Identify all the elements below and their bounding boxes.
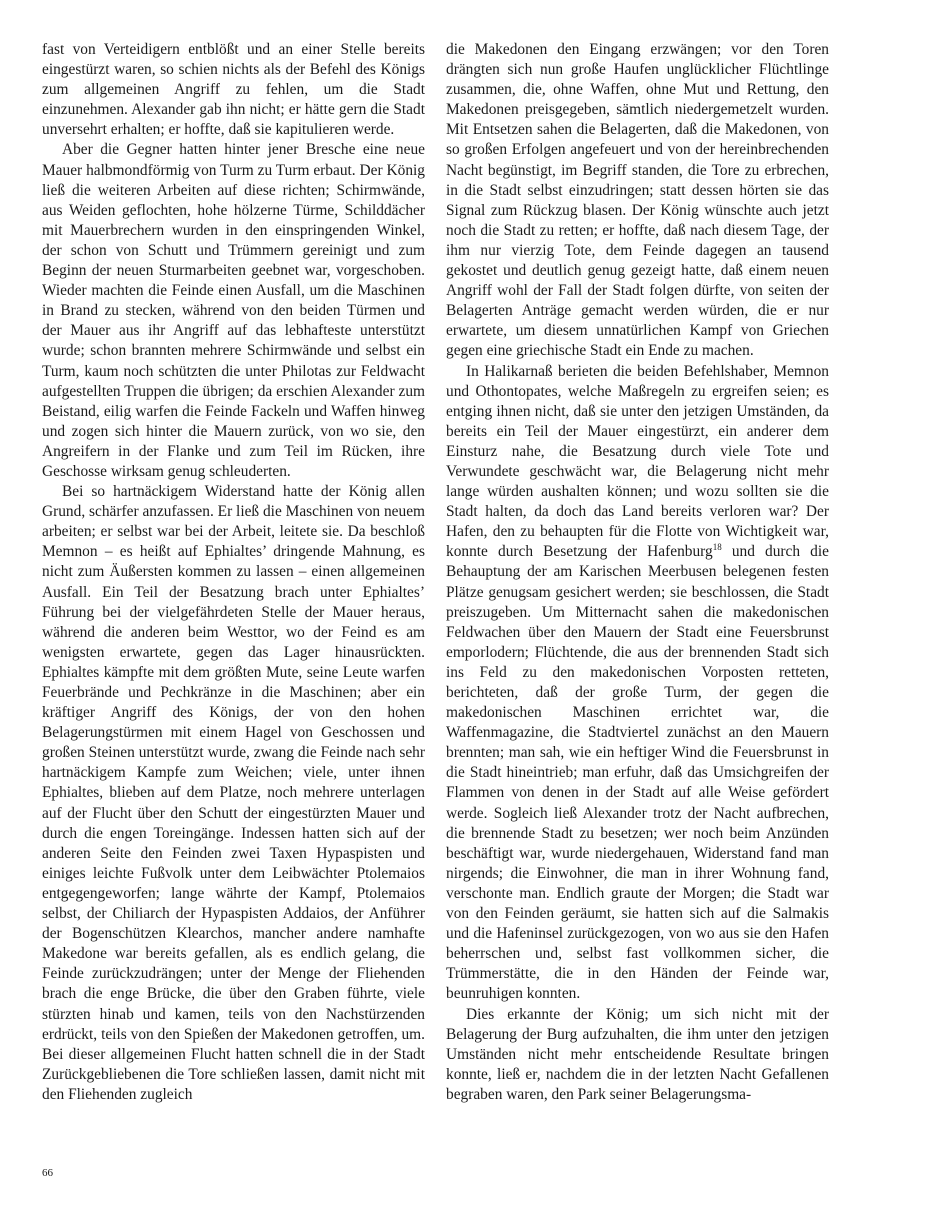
paragraph-continued: fast von Verteidigern entblößt und an einer Stelle bereits eingestürzt waren, so schien nichts als der Befehl des Königs zum allgemeinen Angriff zu fehlen, um die Stadt einzunehmen. Alexander gab ihn nicht; er hätte gern die Stadt unversehrt erhalten; er hoffte, daß sie kapitulieren werde.: [42, 41, 425, 139]
page-number: 66: [42, 1167, 53, 1179]
paragraph-text: In Halikarnaß berieten die beiden Befehlshaber, Memnon und Othontopates, welche Maßregeln zu ergreifen seien; es entging ihnen nicht, daß sie unter den jetzigen Umständen, da bereits ein Teil der Mauer eingestürzt, ein anderer dem Einsturz nahe, die Besatzung durch viele Tote und Verwundete geschwächt war, die Belagerung nicht mehr lange würden aushalten können; und wozu sollten sie die Stadt halten, da doch das Land bereits verloren war? Der Hafen, den zu behaupten für die Flotte von Wichtigkeit war, konnte durch Besetzung der Hafenburg: [446, 362, 829, 561]
paragraph: [446, 362, 829, 1005]
paragraph: Aber die Gegner hatten hinter jener Bresche eine neue Mauer halbmondförmig von Turm zu Turm erbaut. Der König ließ die weiteren Arbeiten auf diese richten; Schirmwände, aus Weiden geflochten, hohe hölzerne Türme, Schilddächer mit Mauerbrechern wurden in den einspringenden Winkel, der schon von Schutt und Trümmern gereinigt und zum Beginn der neuen Sturmarbeiten geebnet war, vorgeschoben. Wieder machten die Feinde einen Ausfall, um die Maschinen in Brand zu stecken, während von den beiden Türmen und der Mauer aus ihr Angriff auf das lebhafteste unterstützt wurde; schon brannten mehrere Schirmwände und selbst ein Turm, kaum noch schützten die unter Philotas zur Feldwacht aufgestellten Truppen die übrigen; da erschien Alexander zum Beistand, eilig warfen die Feinde Fackeln und Waffen hinweg und zogen sich hinter die Mauern zurück, von wo sie, den Angreifern in der Flanke und zum Teil im Rücken, ihre Geschosse wirksam genug schleuderten.: [42, 141, 425, 480]
paragraph: Dies erkannte der König; um sich nicht mit der Belagerung der Burg aufzuhalten, die ihm unter den jetzigen Umständen nicht mehr entscheidende Resultate bringen konnte, ließ er, nachdem die in der letzten Nacht Gefallenen begraben waren, den Park seiner Belagerungsma-: [446, 1005, 829, 1103]
paragraph-text: und durch die Behauptung der am Karischen Meerbusen belegenen festen Plätze genugsam gesichert werden; sie beschlossen, die Stadt preiszugeben. Um Mitternacht sahen die makedonischen Feldwachen über den Mauern der Stadt eine Feuersbrunst emporlodern; Flüchtende, die aus der brennenden Stadt sich ins Feld zu den makedonischen Vorposten retteten, berichteten, daß der große Turm, der gegen die makedonischen Maschinen errichtet war, die Waffenmagazine, die Stadtviertel zunächst an den Mauern brennten; man sah, wie ein heftiger Wind die Feuersbrunst in die Stadt hineintrieb; man erfuhr, daß das Umsichgreifen der Flammen von denen in der Stadt auf alle Weise gefördert werde. Sogleich ließ Alexander trotz der Nacht aufbrechen, die brennende Stadt zu besetzen; wer noch beim Anzünden beschäftigt war, wurde niedergehauen, Widerstand fand man nirgends; die Einwohner, die man in ihrer Wohnung fand, verschonte man. Endlich graute der Morgen; die Stadt war von den Feinden geräumt, sie hatten sich auf die Salmakis und die Hafeninsel zurückgezogen, von wo aus sie den Hafen beherrschen und, selbst fast vollkommen sicher, die Trümmerstätte, die in den Händen der Feinde war, beunruhigen konnten.: [446, 543, 829, 1003]
paragraph-continued: die Makedonen den Eingang erzwängen; vor den Toren drängten sich nun große Haufen unglücklicher Flüchtlinge zusammen, die, ohne Waffen, ohne Mut und Rettung, den Makedonen preisgegeben, sämtlich niedergemetzelt wurden. Mit Entsetzen sahen die Belagerten, daß die Makedonen, von so großen Erfolgen angefeuert und von der hereinbrechenden Nacht begünstigt, im Begriff standen, die Tore zu erbrechen, in die Stadt selbst einzudringen; statt dessen hörten sie das Signal zum Rückzug blasen. Der König wünschte auch jetzt noch die Stadt zu retten; er hoffte, daß nach diesem Tage, der ihm nur vierzig Tote, dem Feinde dagegen an tausend gekostet und deutlich genug gezeigt hatte, daß einem neuen Angriff wohl der Fall der Stadt folgen dürfte, von seiten der Belagerten Anträge gemacht werden würden, die er nur erwartete, um diesem unnatürlichen Kampf von Griechen gegen eine griechische Stadt ein Ende zu machen.: [446, 41, 829, 360]
footnote-marker[interactable]: 18: [712, 542, 722, 553]
paragraph: Bei so hartnäckigem Widerstand hatte der König allen Grund, schärfer anzufassen. Er ließ die Maschinen von neuem arbeiten; er selbst war bei der Arbeit, leitete sie. Da beschloß Memnon – es heißt auf Ephialtes’ dringende Mahnung, es nicht zum Äußersten kommen zu lassen – einen allgemeinen Ausfall. Ein Teil der Besatzung brach unter Ephialtes’ Führung bei der vielgefährdeten Stelle der Mauer heraus, während die anderen beim Westtor, wo der Feind es am wenigsten erwartete, gegen das Lager hinausrückten. Ephialtes kämpfte mit dem größten Mute, seine Leute warfen Feuerbrände und Pechkränze in die Maschinen; aber ein kräftiger Angriff des Königs, der von den hohen Belagerungstürmen mit einem Hagel von Geschossen und großen Steinen unterstützt wurde, zwang die Feinde nach sehr hartnäckigem Kampfe zum Weichen; viele, unter ihnen Ephialtes, blieben auf dem Platze, noch mehrere unterlagen auf der Flucht über den Schutt der eingestürzten Mauer und durch die engen Toreingänge. Indessen hatten sich auf der anderen Seite den Feinden zwei Taxen Hypaspisten und einiges leichte Fußvolk unter dem Leibwächter Ptolemaios entgegengeworfen; lange währte der Kampf, Ptolemaios selbst, der Chiliarch der Hypaspisten Addaios, der Anführer der Bogenschützen Klearchos, mancher andere namhafte Makedone war bereits gefallen, als es endlich gelang, die Feinde zurückzudrängen; unter der Menge der Fliehenden brach die enge Brücke, die über den Graben führte, viele stürzten hinab und kamen, teils von den Nachstürzenden erdrückt, teils von den Spießen der Makedonen getroffen, um. Bei dieser allgemeinen Flucht hatten schnell die in der Stadt Zurückgebliebenen die Tore schließen lassen, damit nicht mit den Fliehenden zugleich: [42, 483, 425, 1103]
left-column: [42, 40, 425, 1105]
right-column: [446, 40, 829, 1105]
